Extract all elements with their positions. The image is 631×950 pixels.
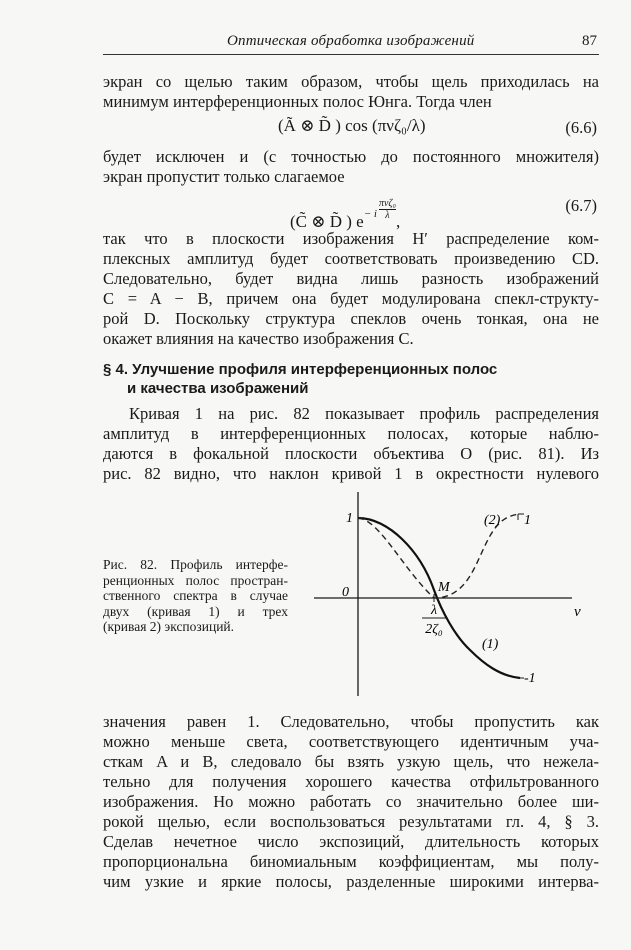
label-zero: 0 [342, 585, 349, 600]
equation-6-6: (Ã ⊗ D̃ ) cos (πνζ₀/λ) [278, 116, 426, 135]
text-line: экран со щелью таким образом, чтобы щель приходилась на [103, 72, 599, 91]
equation-6-7 [290, 198, 400, 232]
text-line: так что в плоскости изображения H′ распределение ком- [103, 229, 599, 248]
caption-line: ренционных полос простран- [103, 572, 288, 588]
label-y-bottom: -1 [524, 671, 536, 686]
equation-number-6-7: (6.7) [565, 196, 597, 215]
section-heading [103, 360, 497, 398]
label-lambda-denominator: 2ζ₀ [425, 622, 443, 637]
equation-comma: , [395, 212, 401, 231]
text-line: окажет влияния на качество изображения C. [103, 329, 414, 348]
section-heading-line-2: и качества изображений [127, 380, 309, 397]
paragraph-4 [103, 404, 599, 484]
text-line: Сделав нечетное число экспозиций, длительность которых [103, 832, 599, 851]
paragraph-3 [103, 229, 599, 349]
text-line: рокой щелью, если воспользоваться результатами гл. 4, § 3. [103, 812, 599, 831]
exponent-denominator: λ [385, 210, 390, 221]
page-number: 87 [582, 33, 597, 49]
running-title: Оптическая обработка изображений [227, 33, 475, 49]
exponent-numerator: πνζ₀ [378, 198, 396, 209]
text-line: плексных амплитуд будет соответствовать произведению CD. [103, 249, 599, 268]
label-curve-2: (2) [484, 513, 501, 528]
text-line: Следовательно, будет видна лишь разность изображений [103, 269, 599, 288]
equation-base: (C̃ ⊗ D̃ ) e [290, 212, 364, 231]
label-point-m: M [438, 580, 450, 595]
text-line: можно меньше света, соответствующего идентичным уча- [103, 732, 599, 751]
text-line: пропорциональна биномиальным коэффициентам, мы полу- [103, 852, 599, 871]
text-line: будет исключен и (с точностью до постоянного множителя) [103, 147, 599, 166]
text-line: изображения. Но можно работать со значительно более ши- [103, 792, 599, 811]
figure-82 [310, 490, 600, 702]
exponent-sign: − i [363, 208, 377, 220]
text-line: чим узкие и яркие полосы, разделенные широкими интерва- [103, 872, 599, 891]
text-line: рис. 82 видно, что наклон кривой 1 в окрестности нулевого [103, 464, 599, 483]
label-curve-1: (1) [482, 637, 499, 652]
text-line: сткам A и B, следовало бы взять узкую щель, что нежела- [103, 752, 599, 771]
caption-line: двух (кривая 1) и трех [103, 603, 288, 619]
section-heading-line-1: § 4. Улучшение профиля интерференционных полос [103, 361, 498, 378]
text-line: даются в фокальной плоскости объектива O (рис. 81). Из [103, 444, 599, 463]
paragraph-1 [103, 72, 599, 112]
paragraph-5 [103, 712, 599, 892]
caption-line: ственного спектра в случае [103, 588, 288, 603]
text-line: C = A − B, причем она будет модулирована спекл-структу- [103, 289, 599, 308]
caption-line: Рис. 82. Профиль интерфе- [103, 557, 288, 572]
text-line: рой D. Поскольку структура спеклов очень тонкая, она не [103, 309, 599, 328]
equation-number-6-6: (6.6) [565, 118, 597, 137]
text-line: тельно для получения хорошего качества отфильтрованного [103, 772, 599, 791]
label-y-top: 1 [346, 511, 353, 526]
text-line: Кривая 1 на рис. 82 показывает профиль распределения [129, 404, 599, 423]
label-x-axis: ν [574, 604, 581, 620]
caption-line: (кривая 2) экспозиций. [103, 619, 235, 634]
text-line: значения равен 1. Следовательно, чтобы пропустить как [103, 712, 599, 731]
figure-caption [103, 557, 288, 635]
text-line: минимум интерференционных полос Юнга. Тогда член [103, 92, 492, 111]
label-y-right-top: 1 [524, 513, 531, 528]
label-lambda-numerator: λ [430, 603, 438, 618]
paragraph-2 [103, 147, 599, 187]
exponent-fraction [379, 198, 396, 221]
text-line: амплитуд в интерференционных полосах, которые наблю- [103, 424, 599, 443]
text-line: экран пропустит только слагаемое [103, 167, 345, 186]
page-header [103, 32, 599, 55]
